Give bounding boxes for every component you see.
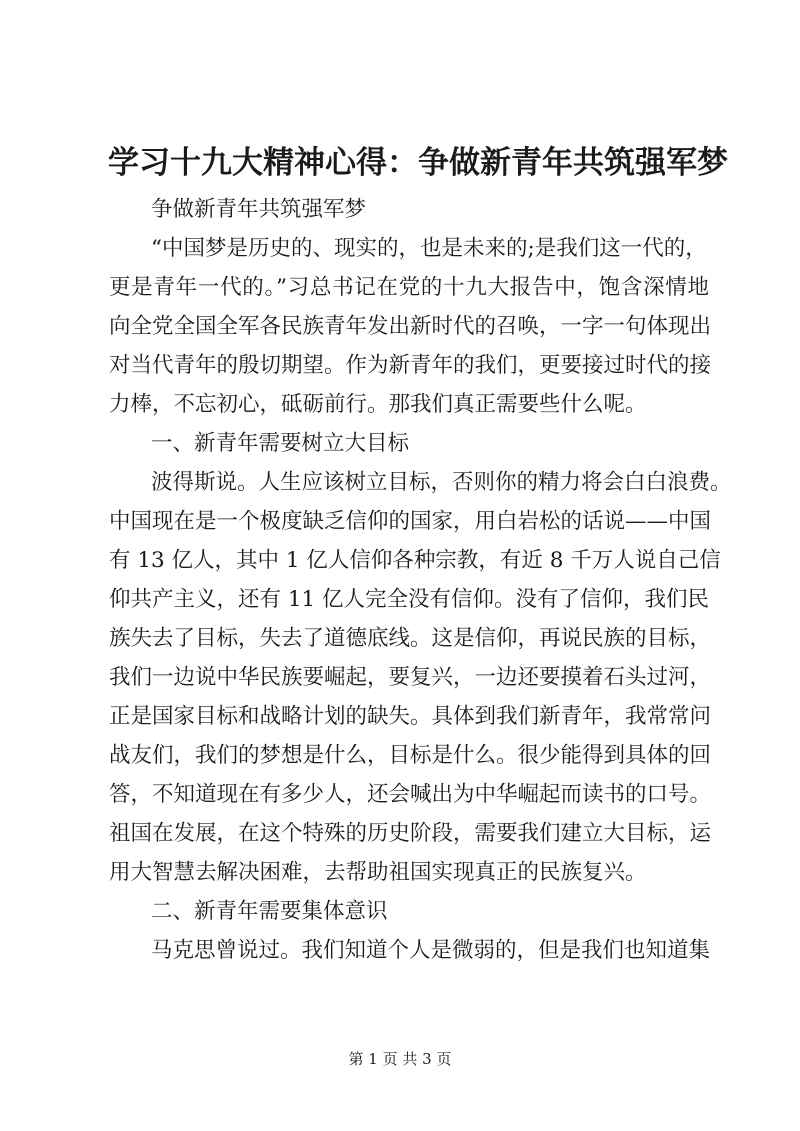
section-heading: 一、新青年需要树立大目标	[151, 431, 410, 456]
subtitle-line: 争做新青年共筑强军梦	[151, 197, 367, 222]
paragraph-line: 力棒，不忘初心，砥砺前行。那我们真正需要些什么呢。	[109, 392, 647, 417]
paragraph-line: “中国梦是历史的、现实的，也是未来的;是我们这一代的，	[151, 236, 707, 261]
paragraph-line: 战友们，我们的梦想是什么，目标是什么。很少能得到具体的回	[109, 743, 712, 768]
paragraph-line: 答，不知道现在有多少人，还会喊出为中华崛起而读书的口号。	[109, 782, 712, 807]
paragraph-line: 更是青年一代的。”习总书记在党的十九大报告中，饱含深情地	[109, 275, 709, 300]
paragraph-line: 我们一边说中华民族要崛起，要复兴，一边还要摸着石头过河，	[109, 665, 712, 690]
paragraph-line: 波得斯说。人生应该树立目标，否则你的精力将会白白浪费。	[151, 470, 732, 495]
paragraph-line: 中国现在是一个极度缺乏信仰的国家，用白岩松的话说——中国	[109, 509, 712, 534]
paragraph-line: 族失去了目标，失去了道德底线。这是信仰，再说民族的目标，	[109, 626, 712, 651]
paragraph-line: 用大智慧去解决困难，去帮助祖国实现真正的民族复兴。	[109, 860, 647, 885]
section-heading: 二、新青年需要集体意识	[151, 899, 388, 924]
paragraph-line: 向全党全国全军各民族青年发出新时代的召唤，一字一句体现出	[109, 314, 712, 339]
paragraph-line: 马克思曾说过。我们知道个人是微弱的，但是我们也知道集	[151, 938, 711, 963]
page-footer: 第 1 页 共 3 页	[348, 1050, 452, 1068]
paragraph-line: 仰共产主义，还有 11 亿人完全没有信仰。没有了信仰，我们民	[109, 587, 710, 612]
paragraph-line: 有 13 亿人，其中 1 亿人信仰各种宗教，有近 8 千万人说自己信	[109, 548, 721, 573]
paragraph-line: 祖国在发展，在这个特殊的历史阶段，需要我们建立大目标，运	[109, 821, 712, 846]
paragraph-line: 对当代青年的殷切期望。作为新青年的我们，更要接过时代的接	[109, 353, 712, 378]
document-title: 学习十九大精神心得：争做新青年共筑强军梦	[108, 145, 728, 181]
paragraph-line: 正是国家目标和战略计划的缺失。具体到我们新青年，我常常问	[109, 704, 712, 729]
